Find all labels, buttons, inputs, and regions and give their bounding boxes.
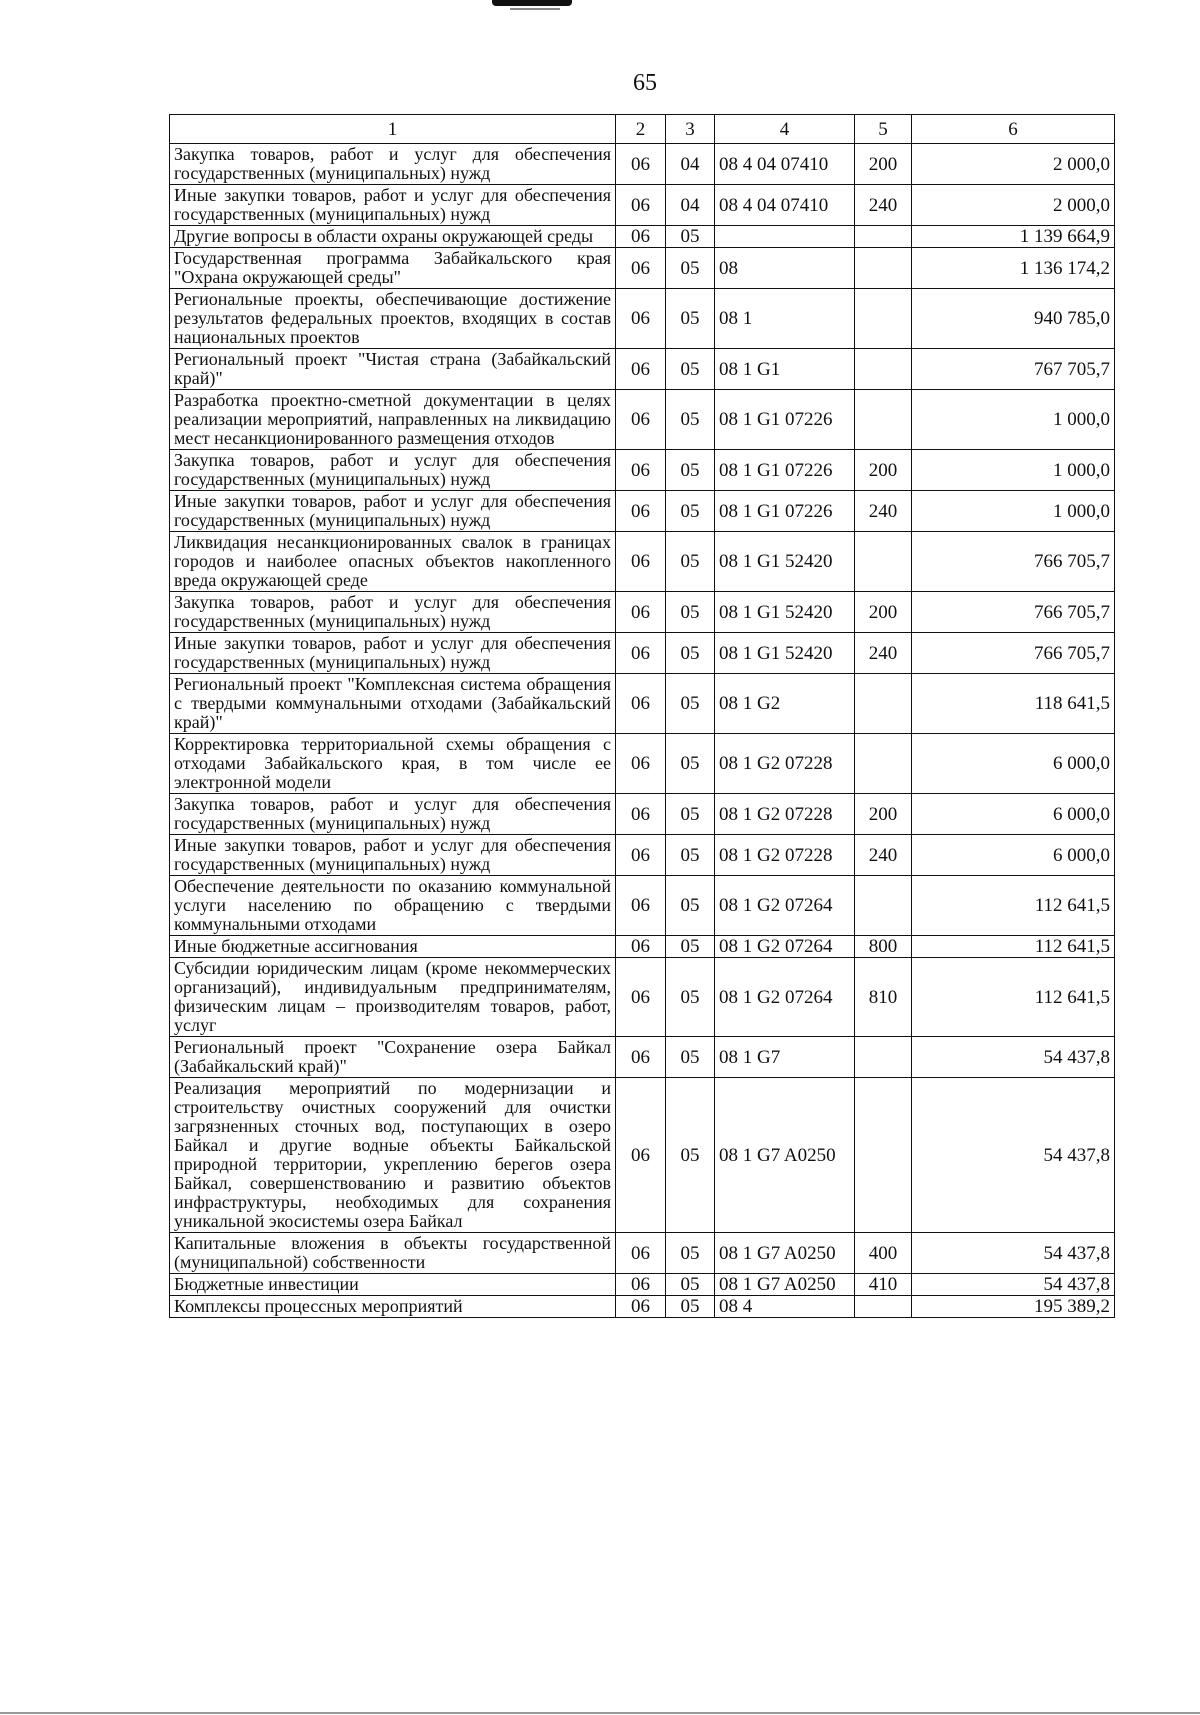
expense-type-cell [855,226,912,248]
section-cell: 06 [616,1233,666,1274]
target-article-cell: 08 1 G2 07264 [715,936,855,958]
subsection-cell: 04 [666,185,715,226]
target-article-cell: 08 [715,248,855,289]
scan-artifact [510,8,560,10]
row-name-cell: Капитальные вложения в объекты государственной (муниципальной) собственности [170,1233,616,1274]
row-name-cell: Иные закупки товаров, работ и услуг для обеспечения государственных (муниципальных) нужд [170,835,616,876]
section-cell: 06 [616,248,666,289]
table-row [170,144,1115,185]
subsection-cell: 05 [666,491,715,532]
expense-type-cell [855,876,912,936]
section-cell: 06 [616,1078,666,1233]
table-row [170,1037,1115,1078]
amount-cell: 1 000,0 [912,390,1115,450]
section-cell: 06 [616,674,666,734]
table-row [170,349,1115,390]
target-article-cell: 08 4 [715,1296,855,1318]
section-cell: 06 [616,390,666,450]
subsection-cell: 05 [666,248,715,289]
target-article-cell: 08 1 G2 07228 [715,835,855,876]
target-article-cell: 08 1 G1 52420 [715,592,855,633]
subsection-cell: 05 [666,390,715,450]
row-name-cell: Государственная программа Забайкальского края "Охрана окружающей среды" [170,248,616,289]
amount-cell: 6 000,0 [912,734,1115,794]
target-article-cell: 08 1 G1 07226 [715,390,855,450]
target-article-cell: 08 1 G1 07226 [715,491,855,532]
scan-edge [0,1712,1200,1714]
expense-type-cell: 200 [855,592,912,633]
target-article-cell: 08 1 G1 [715,349,855,390]
amount-cell: 2 000,0 [912,185,1115,226]
subsection-cell: 05 [666,876,715,936]
row-name-cell: Закупка товаров, работ и услуг для обеспечения государственных (муниципальных) нужд [170,794,616,835]
section-cell: 06 [616,349,666,390]
row-name-cell: Региональный проект "Чистая страна (Забайкальский край)" [170,349,616,390]
table-row [170,185,1115,226]
table-row [170,674,1115,734]
column-header: 6 [912,115,1115,144]
table-row [170,491,1115,532]
table-row [170,592,1115,633]
table-header-row [170,115,1115,144]
row-name-cell: Иные бюджетные ассигнования [170,936,616,958]
subsection-cell: 05 [666,592,715,633]
amount-cell: 1 000,0 [912,450,1115,491]
row-name-cell: Ликвидация несанкционированных свалок в границах городов и наиболее опасных объектов накопленного вреда окружающей среде [170,532,616,592]
expense-type-cell: 240 [855,835,912,876]
expense-type-cell [855,1296,912,1318]
expense-type-cell [855,734,912,794]
table-row [170,734,1115,794]
table-row [170,633,1115,674]
expense-type-cell: 240 [855,633,912,674]
expense-type-cell: 200 [855,450,912,491]
section-cell: 06 [616,936,666,958]
amount-cell: 1 139 664,9 [912,226,1115,248]
section-cell: 06 [616,144,666,185]
amount-cell: 54 437,8 [912,1274,1115,1296]
page-number: 65 [633,70,657,96]
section-cell: 06 [616,835,666,876]
row-name-cell: Обеспечение деятельности по оказанию коммунальной услуги населению по обращению с твердыми коммунальными отходами [170,876,616,936]
row-name-cell: Региональный проект "Комплексная система обращения с твердыми коммунальными отходами (Забайкальский край)" [170,674,616,734]
row-name-cell: Другие вопросы в области охраны окружающей среды [170,226,616,248]
target-article-cell: 08 1 G2 07264 [715,958,855,1037]
target-article-cell: 08 1 G1 07226 [715,450,855,491]
target-article-cell [715,226,855,248]
expense-type-cell: 200 [855,144,912,185]
expense-type-cell [855,1037,912,1078]
subsection-cell: 05 [666,532,715,592]
table-row [170,1274,1115,1296]
target-article-cell: 08 1 G7 A0250 [715,1078,855,1233]
subsection-cell: 05 [666,835,715,876]
subsection-cell: 05 [666,633,715,674]
row-name-cell: Закупка товаров, работ и услуг для обеспечения государственных (муниципальных) нужд [170,592,616,633]
amount-cell: 112 641,5 [912,958,1115,1037]
budget-table [169,114,1115,1318]
target-article-cell: 08 1 G1 52420 [715,633,855,674]
row-name-cell: Закупка товаров, работ и услуг для обеспечения государственных (муниципальных) нужд [170,450,616,491]
expense-type-cell: 200 [855,794,912,835]
expense-type-cell [855,674,912,734]
amount-cell: 766 705,7 [912,633,1115,674]
amount-cell: 54 437,8 [912,1078,1115,1233]
section-cell: 06 [616,592,666,633]
amount-cell: 1 000,0 [912,491,1115,532]
table-row [170,1233,1115,1274]
column-header: 4 [715,115,855,144]
subsection-cell: 05 [666,349,715,390]
row-name-cell: Корректировка территориальной схемы обращения с отходами Забайкальского края, в том числе ее электронной модели [170,734,616,794]
scan-artifact [492,0,572,6]
table-row [170,390,1115,450]
table-row [170,958,1115,1037]
target-article-cell: 08 1 G2 07264 [715,876,855,936]
subsection-cell: 05 [666,958,715,1037]
subsection-cell: 05 [666,1037,715,1078]
amount-cell: 940 785,0 [912,289,1115,349]
amount-cell: 766 705,7 [912,532,1115,592]
target-article-cell: 08 1 G7 A0250 [715,1274,855,1296]
subsection-cell: 05 [666,1274,715,1296]
amount-cell: 6 000,0 [912,835,1115,876]
subsection-cell: 05 [666,1233,715,1274]
target-article-cell: 08 1 G2 [715,674,855,734]
expense-type-cell: 410 [855,1274,912,1296]
section-cell: 06 [616,734,666,794]
table-row [170,936,1115,958]
amount-cell: 112 641,5 [912,876,1115,936]
table-row [170,248,1115,289]
row-name-cell: Региональный проект "Сохранение озера Байкал (Забайкальский край)" [170,1037,616,1078]
expense-type-cell [855,289,912,349]
row-name-cell: Разработка проектно-сметной документации в целях реализации мероприятий, направленных на ликвидацию мест несанкционированного размещения отходов [170,390,616,450]
section-cell: 06 [616,289,666,349]
section-cell: 06 [616,1296,666,1318]
row-name-cell: Закупка товаров, работ и услуг для обеспечения государственных (муниципальных) нужд [170,144,616,185]
row-name-cell: Региональные проекты, обеспечивающие достижение результатов федеральных проектов, входящих в состав национальных проектов [170,289,616,349]
column-header: 3 [666,115,715,144]
subsection-cell: 05 [666,1296,715,1318]
subsection-cell: 05 [666,1078,715,1233]
section-cell: 06 [616,491,666,532]
target-article-cell: 08 1 G2 07228 [715,734,855,794]
subsection-cell: 04 [666,144,715,185]
row-name-cell: Иные закупки товаров, работ и услуг для обеспечения государственных (муниципальных) нужд [170,491,616,532]
subsection-cell: 05 [666,226,715,248]
subsection-cell: 05 [666,734,715,794]
table-row [170,876,1115,936]
target-article-cell: 08 1 G1 52420 [715,532,855,592]
section-cell: 06 [616,226,666,248]
amount-cell: 766 705,7 [912,592,1115,633]
subsection-cell: 05 [666,450,715,491]
table-row [170,1078,1115,1233]
table-body [170,144,1115,1318]
amount-cell: 118 641,5 [912,674,1115,734]
expense-type-cell: 400 [855,1233,912,1274]
amount-cell: 112 641,5 [912,936,1115,958]
table-row [170,226,1115,248]
row-name-cell: Комплексы процессных мероприятий [170,1296,616,1318]
target-article-cell: 08 1 G7 [715,1037,855,1078]
row-name-cell: Иные закупки товаров, работ и услуг для обеспечения государственных (муниципальных) нужд [170,185,616,226]
expense-type-cell: 810 [855,958,912,1037]
subsection-cell: 05 [666,794,715,835]
subsection-cell: 05 [666,289,715,349]
section-cell: 06 [616,1037,666,1078]
section-cell: 06 [616,794,666,835]
column-header: 2 [616,115,666,144]
amount-cell: 2 000,0 [912,144,1115,185]
amount-cell: 767 705,7 [912,349,1115,390]
subsection-cell: 05 [666,674,715,734]
table-row [170,532,1115,592]
row-name-cell: Иные закупки товаров, работ и услуг для обеспечения государственных (муниципальных) нужд [170,633,616,674]
expense-type-cell [855,349,912,390]
column-header: 5 [855,115,912,144]
amount-cell: 54 437,8 [912,1037,1115,1078]
section-cell: 06 [616,958,666,1037]
section-cell: 06 [616,532,666,592]
expense-type-cell [855,248,912,289]
target-article-cell: 08 4 04 07410 [715,185,855,226]
expense-type-cell [855,532,912,592]
expense-type-cell: 800 [855,936,912,958]
target-article-cell: 08 1 [715,289,855,349]
table-row [170,289,1115,349]
column-header: 1 [170,115,616,144]
section-cell: 06 [616,876,666,936]
table-row [170,450,1115,491]
table-row [170,794,1115,835]
table-row [170,835,1115,876]
amount-cell: 6 000,0 [912,794,1115,835]
expense-type-cell [855,390,912,450]
row-name-cell: Бюджетные инвестиции [170,1274,616,1296]
subsection-cell: 05 [666,936,715,958]
target-article-cell: 08 4 04 07410 [715,144,855,185]
target-article-cell: 08 1 G7 A0250 [715,1233,855,1274]
section-cell: 06 [616,1274,666,1296]
amount-cell: 54 437,8 [912,1233,1115,1274]
expense-type-cell: 240 [855,491,912,532]
row-name-cell: Субсидии юридическим лицам (кроме некоммерческих организаций), индивидуальным предпринимателям, физическим лицам – производителям товаров, работ, услуг [170,958,616,1037]
amount-cell: 1 136 174,2 [912,248,1115,289]
section-cell: 06 [616,633,666,674]
section-cell: 06 [616,185,666,226]
expense-type-cell: 240 [855,185,912,226]
row-name-cell: Реализация мероприятий по модернизации и строительству очистных сооружений для очистки загрязненных сточных вод, поступающих в озеро Байкал и другие водные объекты Байкальской природной территории, укреплению берегов озера Байкал, совершенствованию и развитию объектов инфраструктуры, необходимых для сохранения уникальной экосистемы озера Байкал [170,1078,616,1233]
table-row [170,1296,1115,1318]
amount-cell: 195 389,2 [912,1296,1115,1318]
expense-type-cell [855,1078,912,1233]
section-cell: 06 [616,450,666,491]
target-article-cell: 08 1 G2 07228 [715,794,855,835]
